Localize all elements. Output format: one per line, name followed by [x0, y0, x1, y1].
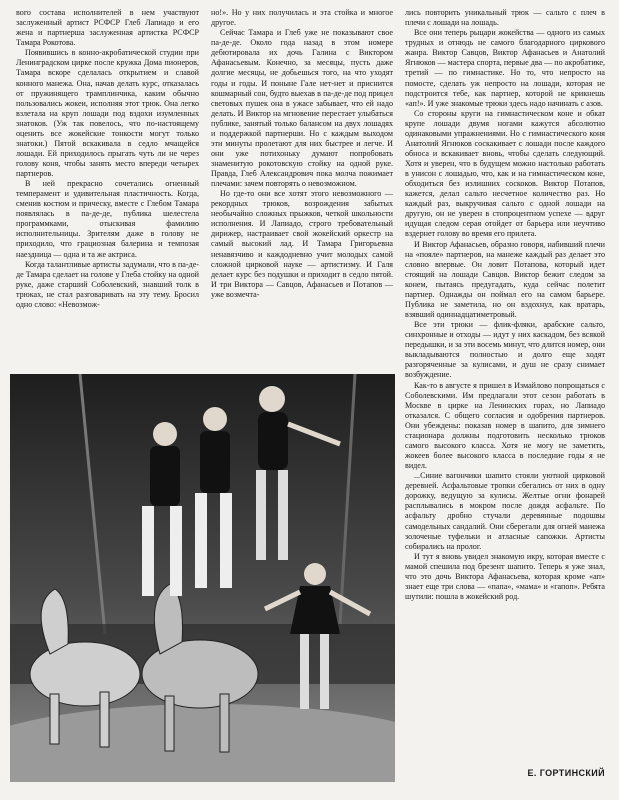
paragraph: Появившись в конно-акробатической студии при Ленинградском цирке после кружка Дома пионеров, Тамара вскоре сделалась открытием и славой конного манежа. Она, начав делать курс, отказалась от пружинящего трамплинчика, каким обычно пользовались жокеи, исполняя этот трюк. Она легко взлетала на круп лошади под вздохи изумленных знатоков. (Уж так повелось, что по-настоящему оценить все жокейские тонкости могут только знатоки.) Пятой вскакивала в седло мчащейся лошади. Ей приходилось прыгать чуть ли не через голову коня, чтобы занять место впереди четырех партнеров.	[16, 48, 199, 178]
paragraph: Со стороны круги на гимнастическом коне и обкат крупе лошади двумя ногами кажутся абсолютно одинаковыми упражнениями. Но с гимнастического коня Анатолий Ягнюков соскакивает с лошади после каждого обноса и вскакивает вновь, чтобы сделать следующий. Хотя и уверен, что в будущем можно настолько работать в унисон с лошадью, что, как и на гимнастическом коне, обходиться без излишних соскоков. Виктор Потапов, кажется, делал сальто несчетное количество раз. Но каждый раз, выкручивая сальто с одной лошади на другую, он не уверен в стопроцентном успехе — вдруг идущая следом серая отойдет от барьера или неучтиво вздернет голову во время его прилета.	[405, 108, 605, 239]
author-signature: Е. ГОРТИНСКИЙ	[527, 768, 605, 778]
circus-riders-illustration	[10, 374, 395, 782]
photo-jockey-riders	[10, 374, 395, 782]
article-column-2	[211, 8, 393, 368]
paragraph: лись повторить уникальный трюк — сальто с плеч в плечи с лошади на лошадь.	[405, 8, 605, 28]
paragraph: Все эти трюки — флик-фляки, арабские сальто, синхронные и отходы — идут у них каскадом, без всякой передышки, и за эти восемь минут, что длится номер, они выкладываются полностью и долго еще ходят разгоряченные за кулисами, и душ не сразу снимает возбуждение.	[405, 320, 605, 380]
paragraph: Сейчас Тамара и Глеб уже не показывают свое па-де-де. Около года назад в этом номере дебютировала их дочь Галина с Виктором Афанасьевым. Конечно, за месяцы, пусть даже долгие месяцы, не добьешься того, на что уходят годы и годы. И поныне Гале нет-нет и приснится кошмарный сон, будто выехав в па-де-де под прицел световых пушек она в ужасе забывает, что ей надо делать. И Виктор на мгновение перестает улыбаться публике, занятый только балансом на двух лошадях и поддержкой партнерши. Но с каждым выходом эти минуты пролетают для них быстрее и легче. И они уже потихоньку думают попробовать знаменитую рокотовскую стойку на одной руке. Правда, Глеб Александрович пока молча пожимает плечами: зачем повторять о невозможном.	[211, 28, 393, 188]
paragraph: Все они теперь рыцари жокейства — одного из самых трудных и отнюдь не самого благодарного циркового жанра. Виктор Савцов, Виктор Афанасьев и Анатолий Ягнюков — мастера спорта, первые два — по акробатике, третий — по гимнастике. Но то, что непросто на помосте, сделать уж непросто на лошади, которая не подстроится тебе, как партнер, которой не крикнешь «ап!». И уже знакомые трюки здесь надо начинать с азов.	[405, 28, 605, 108]
paragraph: вого состава исполнителей в нем участвуют заслуженный артист РСФСР Глеб Лапиадо и его жена и партнерша заслуженная артистка РСФСР Тамара Рокотова.	[16, 8, 199, 48]
paragraph: Как-то в августе я пришел в Измайлово попрощаться с Соболевскими. Им предлагали этот сезон работать в Москве в цирке на Ленинских горах, но Лапиадо отказался. С общего согласия и одобрения партнеров. Они убеждены: показав номер в шапито, для зимнего стационара должны подготовить несколько трюков самого высокого класса. Хотя не могу не заметить, жокеев более высокого класса в последние годы я не видел.	[405, 380, 605, 471]
paragraph: И тут я вновь увидел знакомую икру, которая вместе с мамой спешила под брезент шапито. Теперь я уже знал, что это дочь Виктора Афанасьева, которая кроме «ап» знает еще три слова — «папа», «мама» и «гапоп». Ребята шутили: пошла в жокейский род.	[405, 551, 605, 602]
paragraph: Когда талантливые артисты задумали, что в па-де-де Тамара сделает на голове у Глеба стойку на одной руке, даже старший Соболевский, знавший толк в трюках, не стал разговаривать на эту тему. Бросил одно слово: «Невозмож-	[16, 259, 199, 309]
paragraph: Но где-то они все хотят этого невозможного — рекордных трюков, возрождения забытых необычайно сложных прыжков, четкой школьности исполнения. И Лапиадо, строго требовательный дирижер, настраивает свой жокейский оркестр на самый высокий лад. И Тамара Григорьевна ненавязчиво и каждодневно учит молодых самой сложной цирковой науке — артистизму. И Галя делает курс без подушки и приходит в седло пятой. И три Виктора — Савцов, Афанасьев и Потапов — уже возмечта-	[211, 189, 393, 299]
paragraph: но!». Но у них получилась и эта стойка и многое другое.	[211, 8, 393, 28]
paragraph: В ней прекрасно сочетались огненный темперамент и удивительная пластичность. Когда, сменив костюм и прическу, вместе с Глебом Тамара появлялась в па-де-де, публика шелестела программками, отыскивая фамилию исполнительницы. Зрителям даже в голову не приходило, что грациозная балерина и темпозая наездница — одна и та же актриса.	[16, 179, 199, 259]
paragraph: ...Синие вагончики шапито стояли уютной цирковой деревней. Асфальтовые тропки сбегались от них в одну дорожку, ведущую за кулисы. Желтые огни фонарей расплывались в мокром после дождя асфальте. По асфальту дробно стучали деревянные подошвы самодельных сандалий. Они сберегали для огней манежа золоченые туфельки и атласные сапожки. Артисты собирались на пролог.	[405, 471, 605, 551]
article-column-1	[16, 8, 199, 368]
paragraph: И Виктор Афанасьев, образно говоря, набивший плечи на «пояле» партнеров, на манеже каждый раз делает это словно впервые. Он ловит Потапова, который идет стоящий на лошади Савцов. Виктор бежит следом за конем, пытаясь предугадать, куда сейчас полетит партнер. Однажды он поймал его на самом барьере. Публика не заметила, но он вздохнул, как вратарь, взявший одиннадцатиметровый.	[405, 239, 605, 319]
article-column-3	[405, 8, 605, 768]
